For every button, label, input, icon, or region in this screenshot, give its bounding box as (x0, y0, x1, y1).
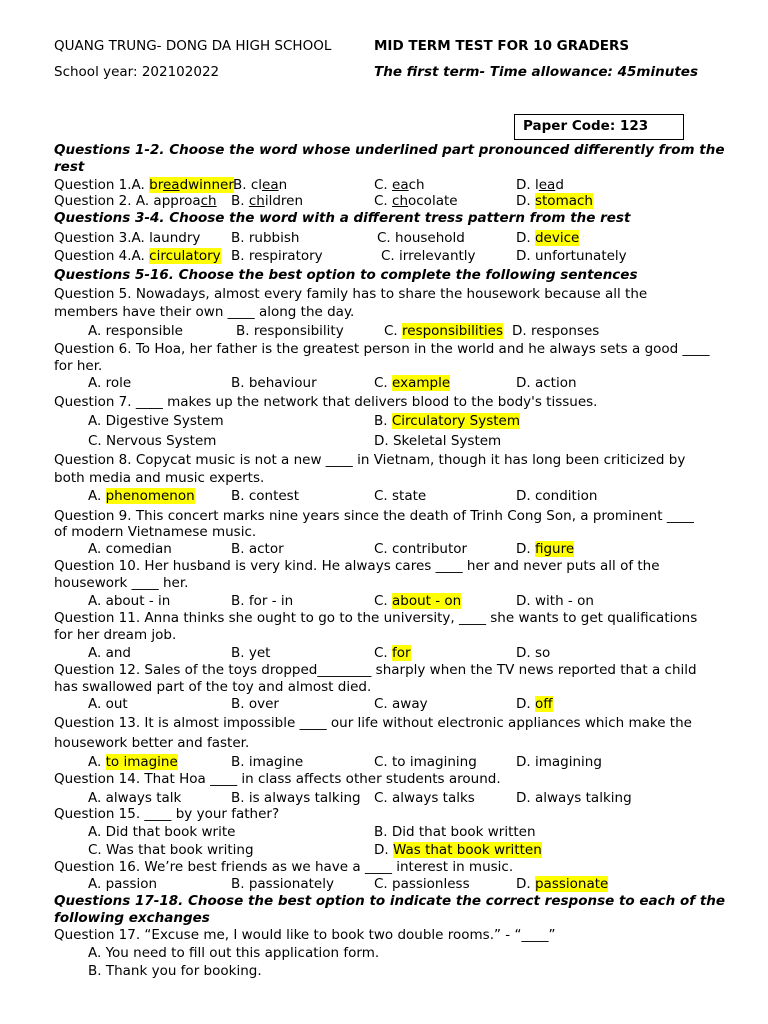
q9-option-b: B. actor (231, 541, 284, 557)
q14-option-c: C. always talks (374, 790, 475, 806)
q12-option-b: B. over (231, 696, 279, 712)
q2-option-b: B. children (231, 193, 304, 209)
q2-option-d: D. stomach (516, 193, 593, 209)
section-4-title-cont: following exchanges (54, 910, 210, 926)
q10-stem-cont: housework ____ her. (54, 575, 189, 591)
q10-option-c: C. about - on (374, 593, 462, 609)
q6-option-a: A. role (88, 375, 132, 391)
q8-option-c: C. state (374, 488, 427, 504)
q8-stem-cont: both media and music experts. (54, 470, 265, 486)
q13-stem: Question 13. It is almost impossible ____ our life without electronic appliances which make the (54, 715, 692, 731)
q9-stem: Question 9. This concert marks nine years since the death of Trinh Cong Son, a prominent ____ (54, 508, 694, 524)
q6-option-b: B. behaviour (231, 375, 317, 391)
q14-option-b: B. is always talking (231, 790, 361, 806)
q10-stem: Question 10. Her husband is very kind. He always cares ____ her and never puts all of the (54, 558, 660, 574)
q13-option-a: A. to imagine (88, 754, 178, 770)
q7-option-c: C. Nervous System (88, 433, 217, 449)
q17-option-a: A. You need to fill out this application form. (88, 945, 380, 961)
q9-stem-cont: of modern Vietnamese music. (54, 524, 257, 540)
q8-stem: Question 8. Copycat music is not a new ____ in Vietnam, though it has long been criticized by (54, 452, 686, 468)
q9-option-a: A. comedian (88, 541, 172, 557)
q5-stem: Question 5. Nowadays, almost every family has to share the housework because all the (54, 286, 648, 302)
term-info: The first term- Time allowance: 45minutes (374, 64, 698, 80)
q5-option-d: D. responses (512, 323, 600, 339)
q5-option-a: A. responsible (88, 323, 183, 339)
q13-stem-cont: housework better and faster. (54, 735, 250, 751)
q1-option-b: B. clean (233, 177, 288, 193)
q10-option-a: A. about - in (88, 593, 171, 609)
q14-option-a: A. always talk (88, 790, 182, 806)
q12-stem: Question 12. Sales of the toys dropped________ sharply when the TV news reported that a child (54, 662, 697, 678)
q5-option-b: B. responsibility (236, 323, 344, 339)
q15-option-c: C. Was that book writing (88, 842, 254, 858)
q16-option-c: C. passionless (374, 876, 470, 892)
q4-option-d: D. unfortunately (516, 248, 627, 264)
q15-option-a: A. Did that book write (88, 824, 236, 840)
q11-option-c: C. for (374, 645, 411, 661)
section-3-title: Questions 5-16. Choose the best option to complete the following sentences (54, 267, 638, 283)
paper-code: Paper Code: 123 (523, 118, 649, 134)
paper-code-box (514, 114, 684, 140)
q13-option-b: B. imagine (231, 754, 304, 770)
q6-stem-cont: for her. (54, 358, 103, 374)
q17-option-b: B. Thank you for booking. (88, 963, 262, 979)
q11-option-a: A. and (88, 645, 131, 661)
q7-stem: Question 7. ____ makes up the network that delivers blood to the body's tissues. (54, 394, 598, 410)
q8-option-d: D. condition (516, 488, 598, 504)
q9-option-d: D. figure (516, 541, 575, 557)
q9-option-c: C. contributor (374, 541, 468, 557)
q11-option-d: D. so (516, 645, 551, 661)
q17-stem: Question 17. “Excuse me, I would like to book two double rooms.” - “____” (54, 927, 556, 943)
q6-stem: Question 6. To Hoa, her father is the greatest person in the world and he always sets a good ____ (54, 341, 710, 357)
q14-stem: Question 14. That Hoa ____ in class affects other students around. (54, 771, 501, 787)
q4-option-b: B. respiratory (231, 248, 323, 264)
school-year: School year: 202102022 (54, 64, 220, 80)
test-title: MID TERM TEST FOR 10 GRADERS (374, 38, 630, 54)
q5-option-c: C. responsibilities (384, 323, 503, 339)
q6-option-d: D. action (516, 375, 577, 391)
q11-option-b: B. yet (231, 645, 271, 661)
q5-stem-cont: members have their own ____ along the day. (54, 304, 355, 320)
q7-option-a: A. Digestive System (88, 413, 224, 429)
q1-option-d: D. lead (516, 177, 564, 193)
q12-option-a: A. out (88, 696, 128, 712)
q16-stem: Question 16. We’re best friends as we have a ____ interest in music. (54, 859, 514, 875)
q7-option-b: B. Circulatory System (374, 413, 521, 429)
section-1-title: Questions 1-2. Choose the word whose underlined part pronounced differently from the (54, 142, 725, 158)
q6-option-c: C. example (374, 375, 451, 391)
q16-option-a: A. passion (88, 876, 158, 892)
q10-option-b: B. for - in (231, 593, 294, 609)
q11-stem-cont: for her dream job. (54, 627, 177, 643)
q12-option-d: D. off (516, 696, 553, 712)
q1-option-c: C. each (374, 177, 425, 193)
q12-option-c: C. away (374, 696, 428, 712)
q7-option-d: D. Skeletal System (374, 433, 502, 449)
q15-option-d: D. Was that book written (374, 842, 542, 858)
q3-option-a: Question 3.A. laundry (54, 230, 201, 246)
q15-stem: Question 15. ____ by your father? (54, 806, 280, 822)
q4-option-c: C. irrelevantly (381, 248, 476, 264)
q10-option-d: D. with - on (516, 593, 594, 609)
q13-option-d: D. imagining (516, 754, 602, 770)
q3-option-c: C. household (377, 230, 465, 246)
q2-option-c: C. chocolate (374, 193, 458, 209)
q11-stem: Question 11. Anna thinks she ought to go to the university, ____ she wants to get qualifications (54, 610, 698, 626)
q14-option-d: D. always talking (516, 790, 632, 806)
q12-stem-cont: has swallowed part of the toy and almost died. (54, 679, 372, 695)
q2-option-a: Question 2. A. approach (54, 193, 217, 209)
q16-option-d: D. passionate (516, 876, 609, 892)
q16-option-b: B. passionately (231, 876, 334, 892)
q4-option-a: Question 4.A. circulatory (54, 248, 221, 264)
q8-option-b: B. contest (231, 488, 300, 504)
q15-option-b: B. Did that book written (374, 824, 536, 840)
section-4-title: Questions 17-18. Choose the best option to indicate the correct response to each of the (54, 893, 726, 909)
school-name: QUANG TRUNG- DONG DA HIGH SCHOOL (54, 38, 332, 54)
q13-option-c: C. to imagining (374, 754, 477, 770)
section-2-title: Questions 3-4. Choose the word with a different tress pattern from the rest (54, 210, 631, 226)
q3-option-d: D. device (516, 230, 580, 246)
section-1-title-cont: rest (54, 159, 85, 175)
q8-option-a: A. phenomenon (88, 488, 195, 504)
q3-option-b: B. rubbish (231, 230, 300, 246)
q1-option-a: Question 1.A. breadwinner (54, 177, 234, 193)
